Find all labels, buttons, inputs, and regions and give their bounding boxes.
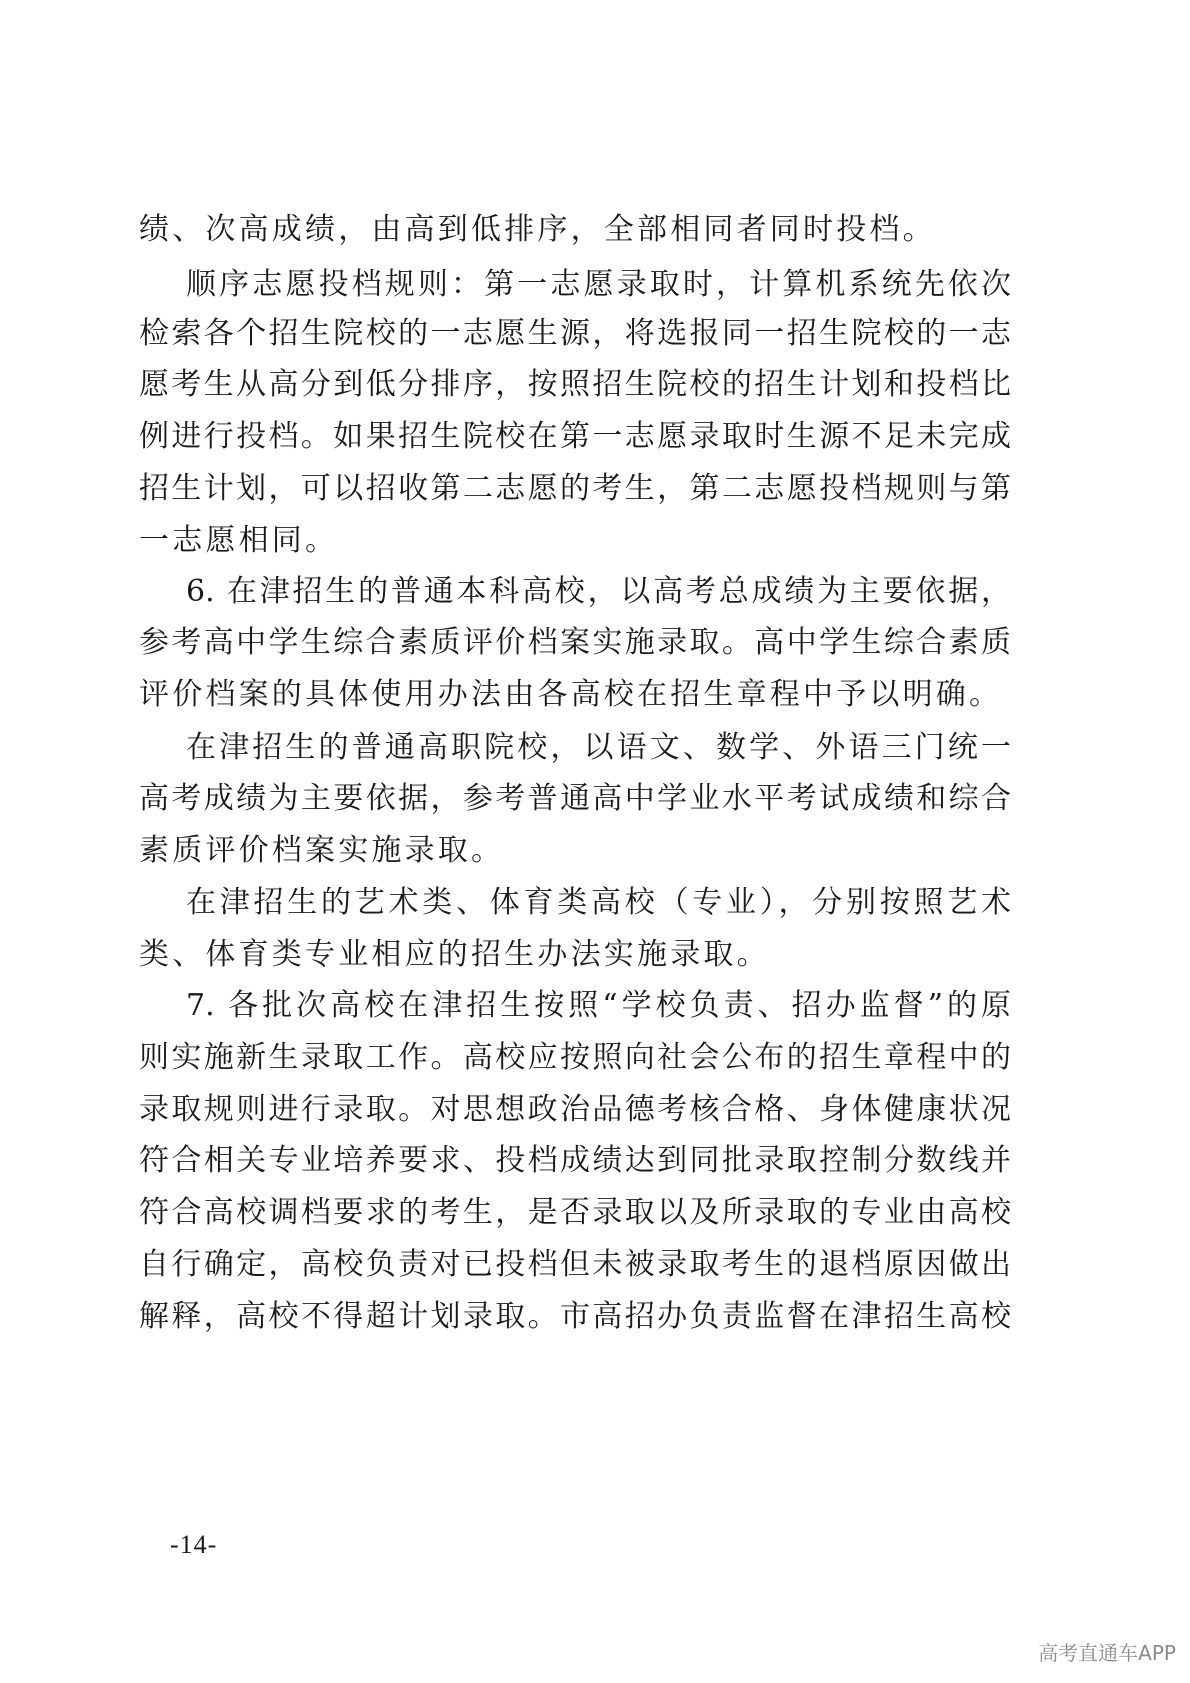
text-line: 6. 在津招生的普通本科高校，以高考总成绩为主要依据， — [186, 574, 1011, 609]
text-line: 解释，高校不得超计划录取。市高招办负责监督在津招生高校 — [139, 1299, 1011, 1334]
text-line: 素质评价档案实施录取。 — [139, 833, 505, 868]
page-number: -14- — [170, 1530, 218, 1559]
text-line: 在津招生的普通高职院校，以语文、数学、外语三门统一 — [186, 730, 1011, 765]
text-line: 符合相关专业培养要求、投档成绩达到同批录取控制分数线并 — [139, 1143, 1011, 1178]
text-line: 一志愿相同。 — [139, 523, 339, 558]
text-line: 顺序志愿投档规则：第一志愿录取时，计算机系统先依次 — [186, 267, 1011, 302]
text-line: 参考高中学生综合素质评价档案实施录取。高中学生综合素质 — [139, 625, 1011, 660]
text-line: 愿考生从高分到低分排序，按照招生院校的招生计划和投档比 — [139, 367, 1011, 402]
text-line: 例进行投档。如果招生院校在第一志愿录取时生源不足未完成 — [139, 419, 1011, 454]
text-line: 录取规则进行录取。对思想政治品德考核合格、身体健康状况 — [139, 1092, 1011, 1127]
text-line: 7. 各批次高校在津招生按照“学校负责、招办监督”的原 — [186, 988, 1011, 1023]
text-line: 则实施新生录取工作。高校应按照向社会公布的招生章程中的 — [139, 1040, 1011, 1075]
text-line: 招生计划，可以招收第二志愿的考生，第二志愿投档规则与第 — [139, 471, 1011, 506]
text-line: 评价档案的具体使用办法由各高校在招生章程中予以明确。 — [139, 677, 1003, 712]
text-line: 符合高校调档要求的考生，是否录取以及所录取的专业由高校 — [139, 1195, 1011, 1230]
text-line: 高考成绩为主要依据，参考普通高中学业水平考试成绩和综合 — [139, 781, 1011, 816]
text-line: 检索各个招生院校的一志愿生源，将选报同一招生院校的一志 — [139, 316, 1011, 351]
text-line: 自行确定，高校负责对已投档但未被录取考生的退档原因做出 — [139, 1247, 1011, 1282]
text-line: 在津招生的艺术类、体育类高校（专业），分别按照艺术 — [186, 885, 1011, 920]
text-line: 类、体育类专业相应的招生办法实施录取。 — [139, 937, 770, 972]
text-line: 绩、次高成绩，由高到低排序，全部相同者同时投档。 — [139, 212, 936, 247]
watermark-text: 高考直通车APP — [1038, 1641, 1176, 1665]
